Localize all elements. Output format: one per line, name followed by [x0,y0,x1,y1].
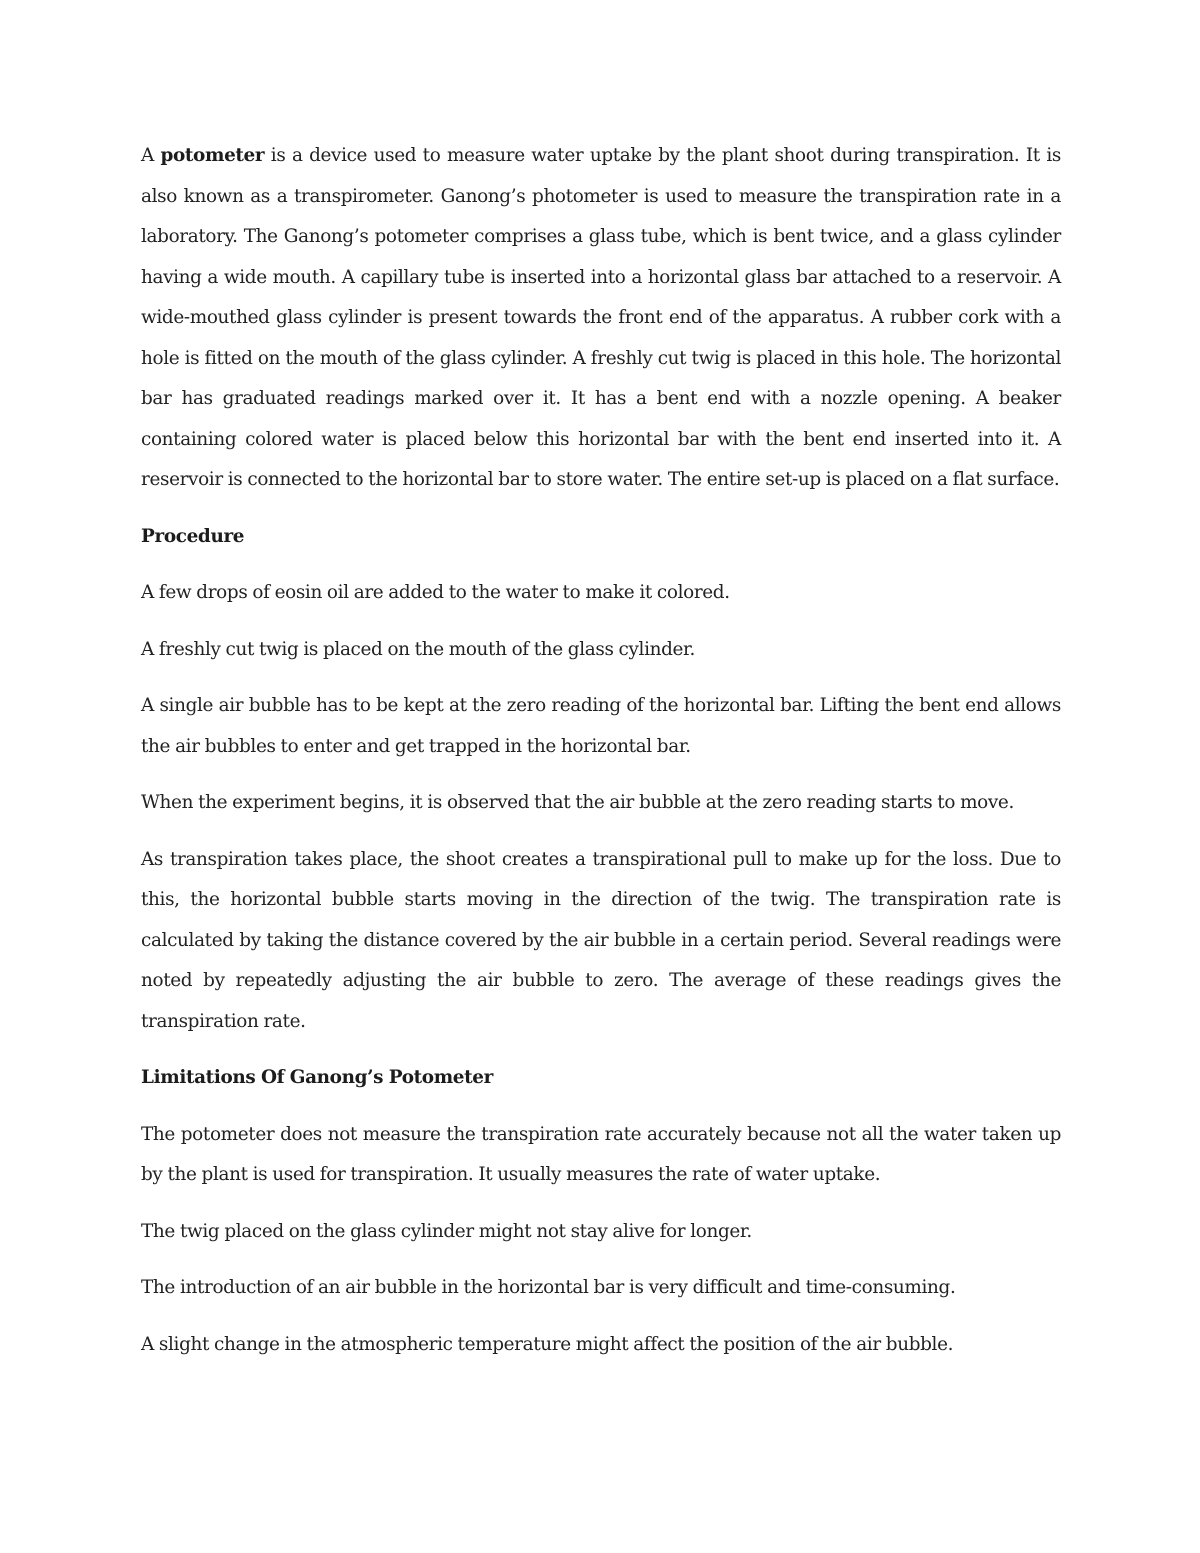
procedure-step: A few drops of eosin oil are added to the water to make it colored. [141,582,730,603]
limitations-heading: Limitations Of Ganong’s Potometer [141,1067,493,1088]
document-body [141,136,1061,1365]
intro-lead-word: A [141,145,161,166]
intro-paragraph [141,136,1061,501]
limitation-item: A slight change in the atmospheric temperature might affect the position of the air bubble. [141,1333,954,1355]
limitation-item: The twig placed on the glass cylinder might not stay alive for longer. [141,1220,752,1242]
limitation-item: The introduction of an air bubble in the horizontal bar is very difficult and time-consuming. [141,1277,956,1298]
procedure-step: When the experiment begins, it is observed that the air bubble at the zero reading starts to move. [141,792,1014,813]
intro-bold-term: potometer [160,145,265,166]
limitation-item: The potometer does not measure the transpiration rate accurately because not all the water taken up by the plant is used for transpiration. It usually measures the rate of water uptake. [141,1123,1061,1185]
procedure-heading: Procedure [141,525,245,547]
procedure-step: A freshly cut twig is placed on the mouth of the glass cylinder. [141,638,695,660]
procedure-step: A single air bubble has to be kept at the zero reading of the horizontal bar. Lifting the bent end allows the air bubbles to enter and get trapped in the horizontal bar. [141,695,1061,757]
procedure-step: As transpiration takes place, the shoot creates a transpirational pull to make up for the loss. Due to this, the horizontal bubble starts moving in the direction of the twig. The transpiration rate is calculated by taking the distance covered by the air bubble in a certain period. Several readings were noted by repeatedly adjusting the air bubble to zero. The average of these readings gives the transpiration rate. [141,848,1061,1032]
intro-text: is a device used to measure water uptake by the plant shoot during transpiration. It is also known as a transpirometer. Ganong’s photometer is used to measure the transpiration rate in a laboratory. The Ganong’s potometer comprises a glass tube, which is bent twice, and a glass cylinder having a wide mouth. A capillary tube is inserted into a horizontal glass bar attached to a reservoir. A wide-mouthed glass cylinder is present towards the front end of the apparatus. A rubber cork with a hole is fitted on the mouth of the glass cylinder. A freshly cut twig is placed in this hole. The horizontal bar has graduated readings marked over it. It has a bent end with a nozzle opening. A beaker containing colored water is placed below this horizontal bar with the bent end inserted into it. A reservoir is connected to the horizontal bar to store water. The entire set-up is placed on a flat surface. [141,145,1061,490]
